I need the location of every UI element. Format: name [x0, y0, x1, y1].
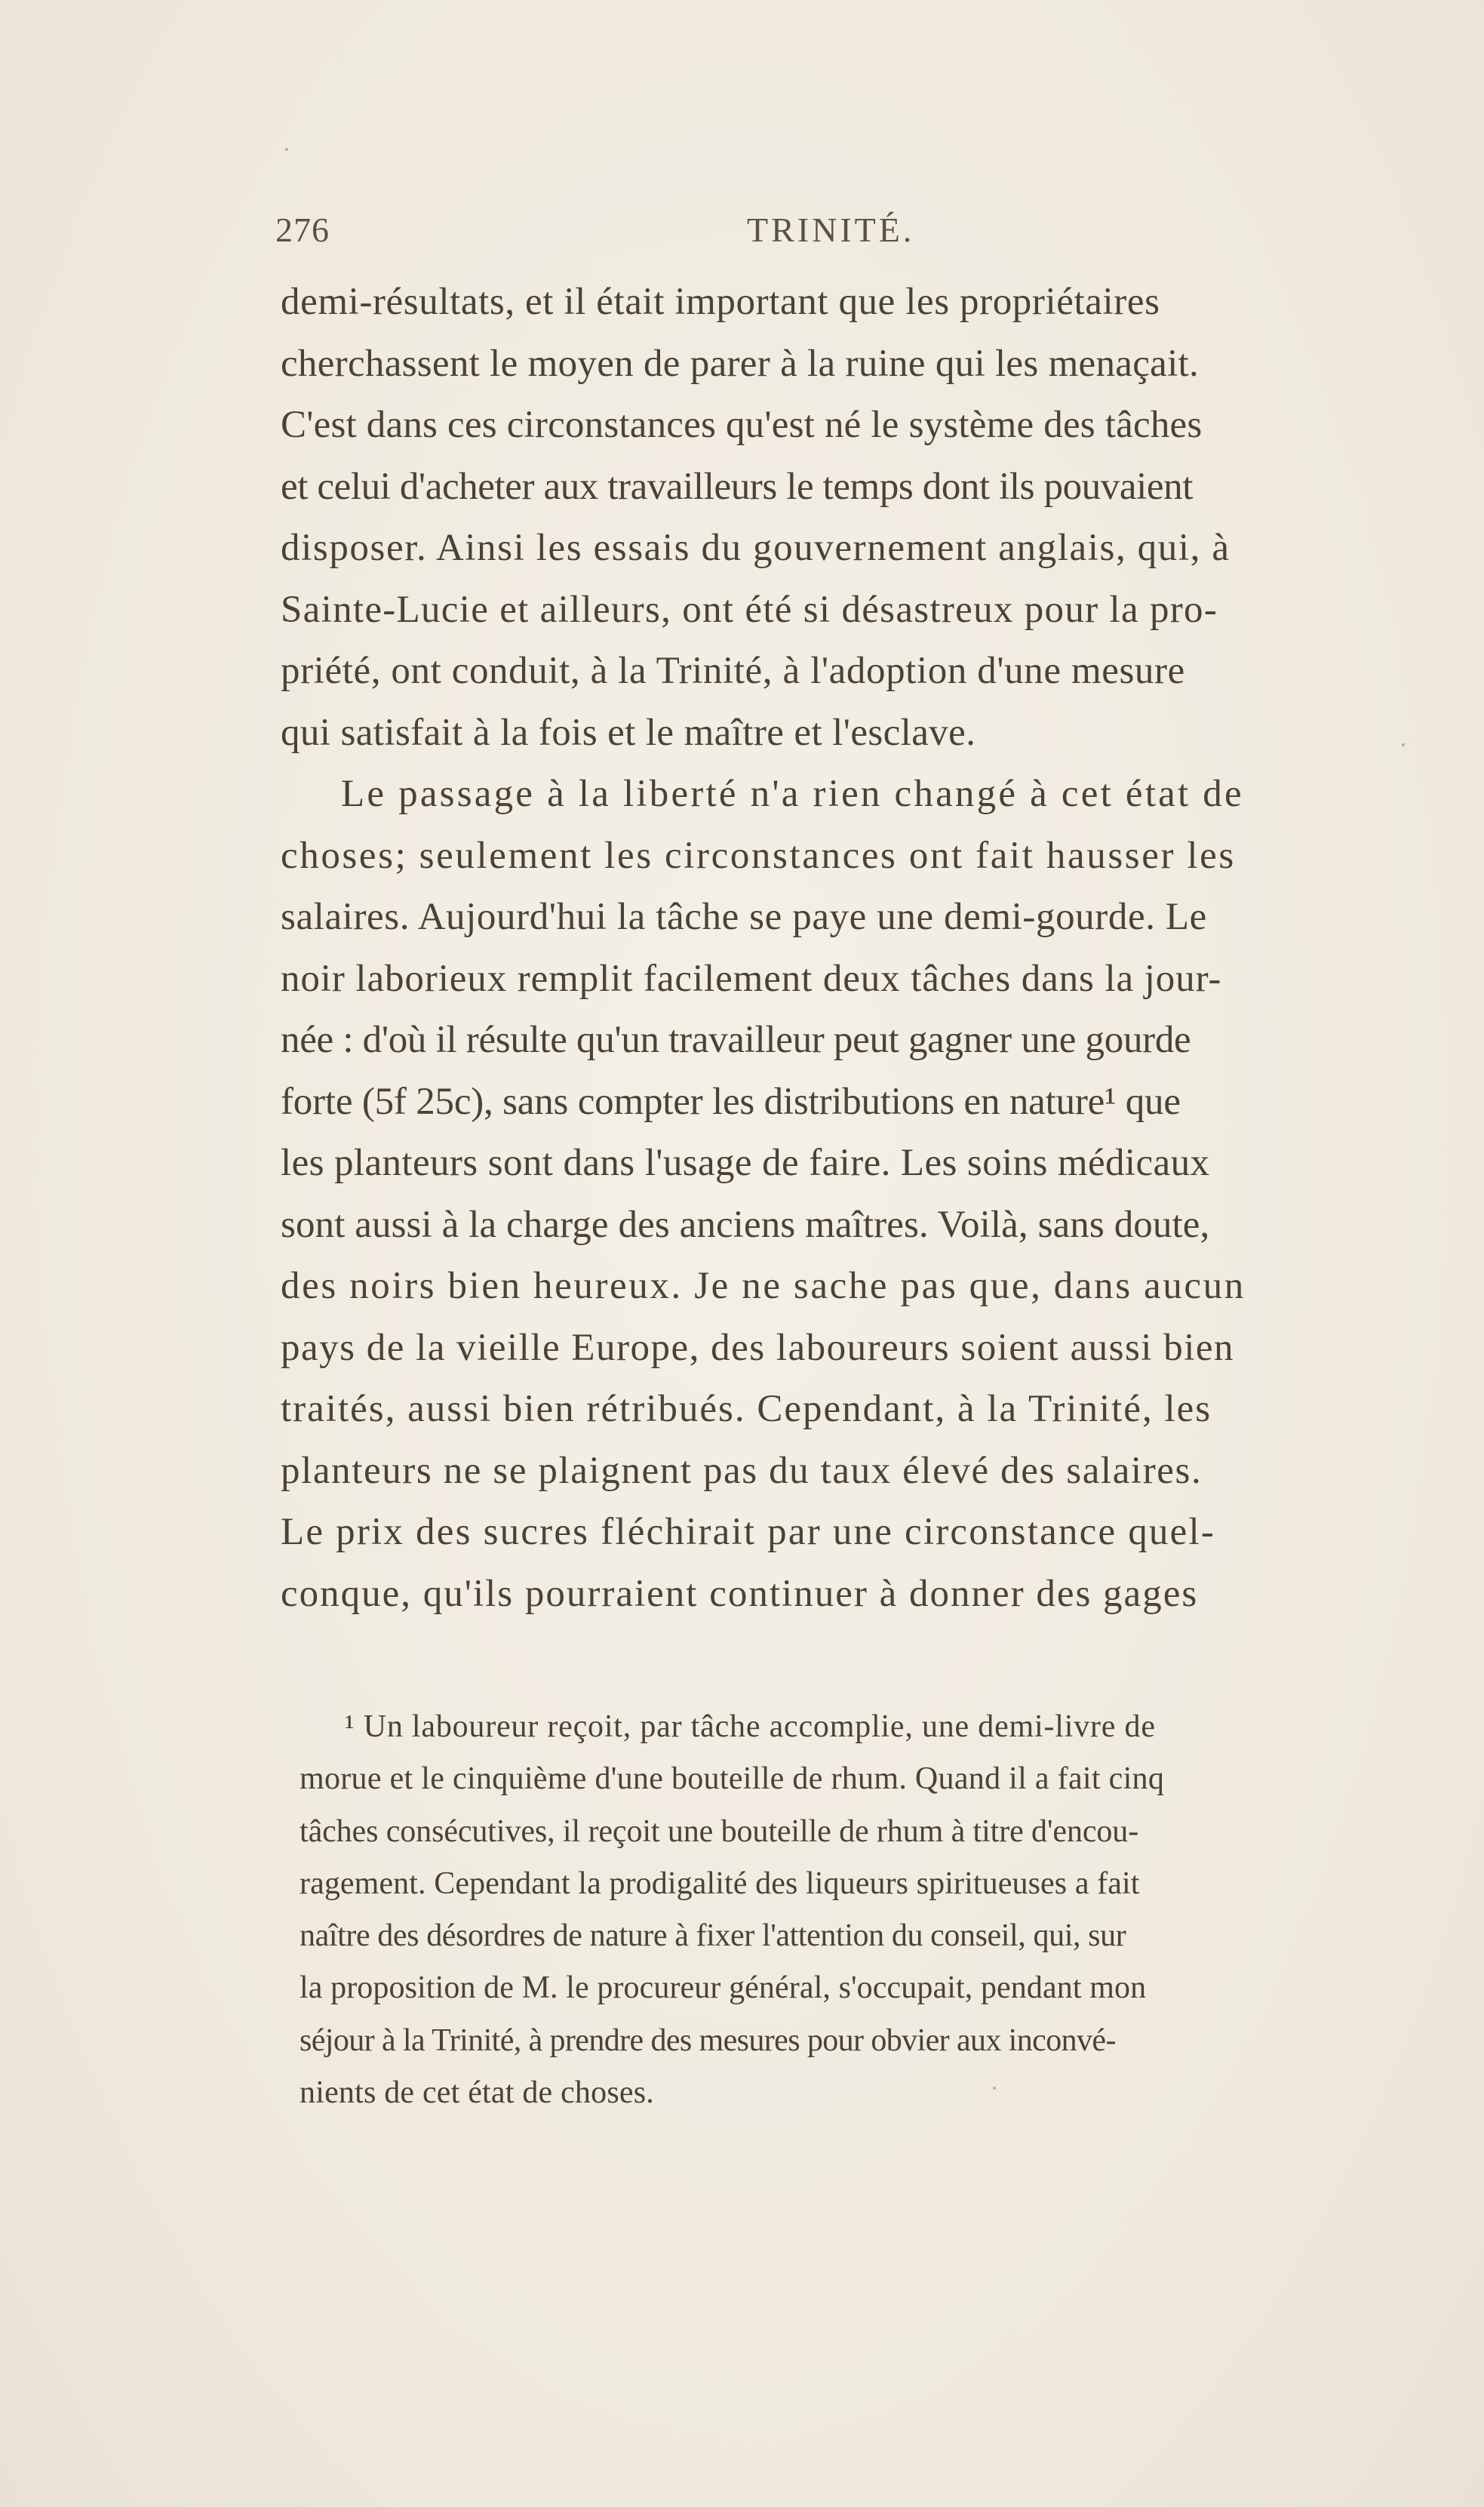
text-line: traités, aussi bien rétribués. Cependant, à la Trinité, les — [281, 1388, 1212, 1430]
footnote-line: séjour à la Trinité, à prendre des mesures pour obvier aux inconvé- — [300, 2023, 1116, 2058]
footnote-line: nients de cet état de choses. — [300, 2075, 654, 2111]
text-line: et celui d'acheter aux travailleurs le temps dont ils pouvaient — [281, 465, 1193, 508]
running-head: TRINITÉ. — [747, 211, 915, 249]
footnote-line: ragement. Cependant la prodigalité des liqueurs spiritueuses a fait — [300, 1866, 1140, 1901]
text-line: C'est dans ces circonstances qu'est né le système des tâches — [281, 404, 1203, 446]
text-line: Le prix des sucres fléchirait par une circonstance quel- — [281, 1511, 1216, 1553]
page-header — [275, 210, 1030, 255]
text-line: disposer. Ainsi les essais du gouvernement anglais, qui, à — [281, 527, 1231, 569]
text-line: née : d'où il résulte qu'un travailleur peut gagner une gourde — [281, 1019, 1191, 1061]
text-line: planteurs ne se plaignent pas du taux élevé des salaires. — [281, 1449, 1203, 1492]
footnote-line: la proposition de M. le procureur général, s'occupait, pendant mon — [300, 1970, 1147, 2006]
text-line: les planteurs sont dans l'usage de faire. Les soins médicaux — [281, 1142, 1210, 1184]
text-line: salaires. Aujourd'hui la tâche se paye une demi-gourde. Le — [281, 896, 1207, 938]
footnote-line: morue et le cinquième d'une bouteille de rhum. Quand il a fait cinq — [300, 1761, 1165, 1797]
main-text — [281, 272, 1412, 1625]
text-line: forte (5f 25c), sans compter les distributions en nature¹ que — [281, 1080, 1181, 1123]
text-line: noir laborieux remplit facilement deux tâches dans la jour- — [281, 957, 1222, 1000]
text-line: priété, ont conduit, à la Trinité, à l'adoption d'une mesure — [281, 650, 1185, 692]
footnote — [300, 1701, 1431, 2119]
text-line: qui satisfait à la fois et le maître et l'esclave. — [281, 711, 976, 754]
text-line: pays de la vieille Europe, des laboureurs soient aussi bien — [281, 1326, 1235, 1369]
text-line: sont aussi à la charge des anciens maîtres. Voilà, sans doute, — [281, 1203, 1210, 1246]
text-line: Le passage à la liberté n'a rien changé à cet état de — [341, 773, 1244, 815]
text-line: demi-résultats, et il était important que les propriétaires — [281, 281, 1160, 323]
paper-speck — [285, 148, 288, 151]
footnote-line: tâches consécutives, il reçoit une bouteille de rhum à titre d'encou- — [300, 1813, 1139, 1849]
paper-speck — [1402, 743, 1405, 746]
text-line: choses; seulement les circonstances ont fait hausser les — [281, 834, 1236, 877]
text-line: des noirs bien heureux. Je ne sache pas que, dans aucun — [281, 1265, 1246, 1307]
paper-speck — [993, 2087, 996, 2090]
text-line: conque, qu'ils pourraient continuer à donner des gages — [281, 1572, 1199, 1615]
footnote-line: ¹ Un laboureur reçoit, par tâche accomplie, une demi-livre de — [345, 1709, 1156, 1744]
footnote-line: naître des désordres de nature à fixer l'attention du conseil, qui, sur — [300, 1918, 1126, 1954]
text-line: Sainte-Lucie et ailleurs, ont été si désastreux pour la pro- — [281, 588, 1218, 631]
page-number: 276 — [275, 211, 330, 249]
text-line: cherchassent le moyen de parer à la ruine qui les menaçait. — [281, 342, 1200, 385]
